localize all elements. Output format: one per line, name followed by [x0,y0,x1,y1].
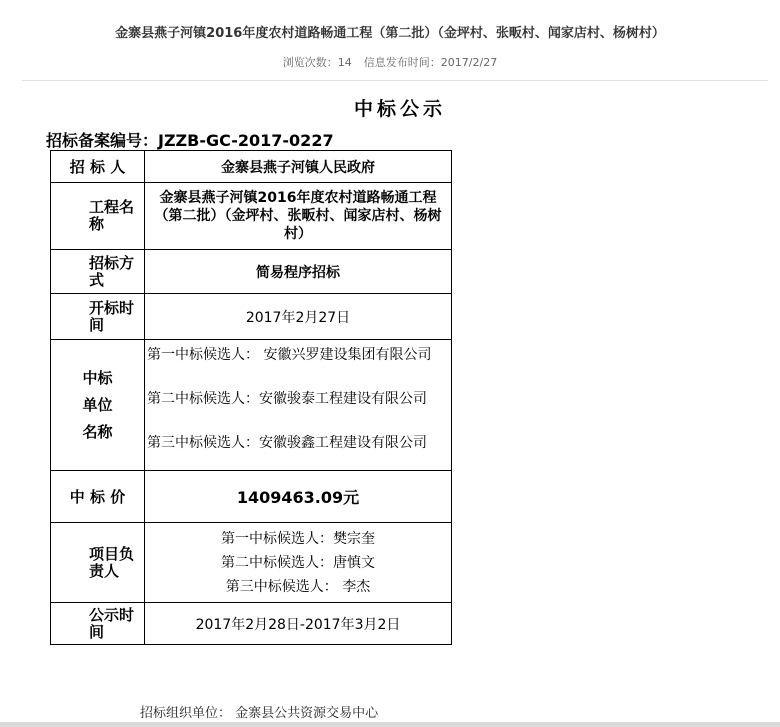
method-value: 简易程序招标 [145,250,452,294]
organizer-line: 招标组织单位： 金寨县公共资源交易中心 [140,706,379,721]
price-label: 中 标 价 [51,471,145,523]
open-time-value: 2017年2月27日 [145,294,452,340]
list-item: 第二中标候选人：唐慎文 [221,554,375,571]
project-label: 工程名称 [51,183,145,250]
project-leads [145,523,452,603]
table-row [51,340,452,471]
publish-date: 2017/2/27 [440,56,498,69]
table-row [51,183,452,250]
method-label: 招标方式 [51,250,145,294]
list-item: 第一中标候选人： 安徽兴罗建设集团有限公司 [147,347,432,363]
views-label: 浏览次数： [282,56,338,69]
list-item: 第三中标候选人： 李杰 [225,578,371,595]
table-row [51,250,452,294]
table-row [51,603,452,645]
tenderer-value: 金寨县燕子河镇人民政府 [145,151,452,183]
table-row [51,151,452,183]
notice-heading: 中标公示 [353,98,446,120]
divider [22,80,768,81]
winner-label: 中标单位名称 [51,340,145,471]
publicity-period-label: 公示时间 [51,603,145,645]
article-meta [0,54,780,70]
table-row [51,523,452,603]
publicity-period-value: 2017年2月28日-2017年3月2日 [145,603,452,645]
horizontal-scrollbar[interactable] [0,722,780,727]
list-item: 第三中标候选人：安徽骏鑫工程建设有限公司 [147,435,427,451]
table-row [51,471,452,523]
list-item: 第一中标候选人：樊宗奎 [221,530,375,547]
publish-label: 信息发布时间： [363,56,441,69]
record-number: 招标备案编号：JZZB-GC-2017-0227 [46,131,334,150]
table-row [51,294,452,340]
award-table [50,150,452,645]
winner-candidates [145,340,452,471]
views-count: 14 [337,56,352,69]
project-value: 金寨县燕子河镇2016年度农村道路畅通工程（第二批）（金坪村、张畈村、闻家店村、杨树村） [145,183,452,250]
list-item: 第二中标候选人：安徽骏泰工程建设有限公司 [147,391,427,407]
price-value: 1409463.09元 [145,471,452,523]
project-lead-label: 项目负责人 [51,523,145,603]
article-title: 金寨县燕子河镇2016年度农村道路畅通工程（第二批）（金坪村、张畈村、闻家店村、杨树村） [115,26,665,41]
open-time-label: 开标时间 [51,294,145,340]
tenderer-label: 招 标 人 [51,151,145,183]
